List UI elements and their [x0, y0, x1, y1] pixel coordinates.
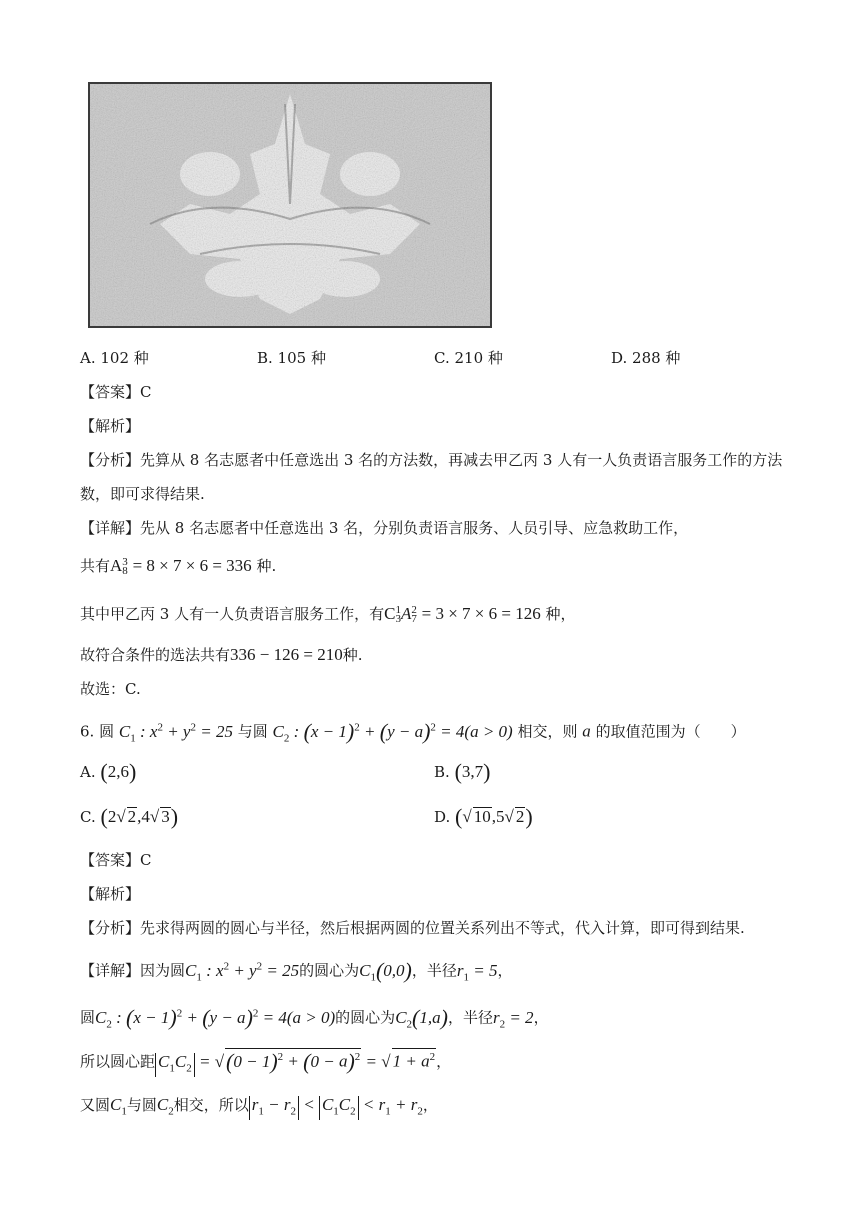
- q6-dist-prefix: 所以圆心距: [80, 1052, 156, 1071]
- q6-c2-eq: $C_2$ : $(x - 1)^2 + (y - a)^2 = 4(a > 0)$: [95, 1004, 336, 1031]
- q6-distance-formula: $C_1C_2 = √(0 - 1)^2 + (0 - a)^2$ = √ $1 + a^2$: [155, 1052, 436, 1071]
- q6-c2-line: 圆$C_2$ : $(x - 1)^2 + (y - a)^2 = 4(a > 0)$的圆心为$C_2(1,a)$，半径$r_2 = 2$，: [80, 1004, 549, 1031]
- combination-symbol: C 1 3 A 2 7: [384, 604, 417, 626]
- q6-r2: $r_2 = 2$: [492, 1007, 534, 1031]
- q6-option-a-label: A.: [80, 763, 96, 781]
- q6-final-mid: 与圆: [126, 1096, 157, 1114]
- q6-xiangjie-line: 【详解】因为圆$C_1$ : $x^2 + y^2 = 25$的圆心为$C_1(0,0)$，半径$r_1 = 5$，: [80, 957, 513, 984]
- q5-xiangjie: 【详解】先从 8 名志愿者中任意选出 3 名，分别负责语言服务、人员引导、应急救助工作，: [80, 519, 689, 537]
- q6-c2-mid: 的圆心为: [335, 1008, 396, 1027]
- question-figure-photo: [88, 82, 492, 328]
- q5-result-line: [80, 645, 362, 665]
- q5-option-b: B. 105 种: [257, 349, 326, 367]
- q6-option-b: B. (3,7): [434, 759, 491, 784]
- q6-xj-mid: 的圆心为: [299, 961, 360, 980]
- q6-final-line: [80, 1095, 438, 1121]
- arrangement-symbol: A 3 8: [110, 556, 128, 578]
- q6-option-d-label: D.: [434, 808, 451, 826]
- q6-xj-prefix: 【详解】因为圆: [80, 961, 186, 980]
- q5-analysis-heading: 【解析】: [80, 417, 141, 435]
- q6-final-suffix: ，: [422, 1096, 438, 1114]
- q5-total-line: [80, 556, 276, 576]
- q6-var-a: a: [582, 721, 591, 741]
- q5-answer: 【答案】C: [80, 383, 152, 401]
- q5-total-suffix: 种.: [256, 557, 277, 575]
- q5-sub-line: [80, 604, 576, 624]
- q6-circle2-eq: $C_2$ : $(x - 1)^2 + (y - a)^2 = 4(a > 0)$: [272, 718, 513, 745]
- q5-sub-suffix: 种，: [545, 605, 576, 623]
- q6-stem-text3: 相交，则: [517, 722, 578, 741]
- q6-inequality: $r_1 - r_2 < C_1C_2 < r_1 + r_2$: [249, 1095, 423, 1114]
- q6-circle1-eq: $C_1$ : $x^2 + y^2 = 25$: [118, 721, 233, 745]
- q6-final-c1: $C_1$: [110, 1095, 127, 1118]
- q6-stem-text1: 圆: [99, 722, 115, 741]
- q5-result-suffix: 种.: [342, 646, 363, 664]
- q6-option-c: [80, 804, 179, 829]
- q5-result-formula: 336 − 126 = 210: [230, 645, 343, 664]
- q6-option-a: A. (2,6): [80, 759, 137, 784]
- q5-result-prefix: 故符合条件的选法共有: [80, 646, 231, 664]
- q6-stem: [80, 717, 746, 748]
- q6-option-d: [434, 804, 533, 829]
- q6-c1-eq: $C_1$ : $x^2 + y^2 = 25$: [185, 960, 300, 984]
- q6-c2-prefix: 圆: [80, 1008, 96, 1027]
- q6-number: 6.: [80, 722, 95, 741]
- q5-fenxi-line2: 数，即可求得结果.: [80, 485, 205, 503]
- q5-option-c: C. 210 种: [434, 349, 503, 367]
- q5-option-a: A. 102 种: [80, 349, 149, 367]
- q6-option-c-label: C.: [80, 808, 96, 826]
- q6-dist-suffix: ，: [436, 1052, 452, 1071]
- q5-choice: 故选：C.: [80, 680, 141, 698]
- q6-fenxi: 【分析】先求得两圆的圆心与半径，然后根据两圆的位置关系列出不等式，代入计算，即可得到结果.: [80, 919, 745, 937]
- q5-total-prefix: 共有: [80, 557, 111, 575]
- q6-option-c-value: (2√ 2,4√ 3): [100, 804, 179, 829]
- q6-option-b-value: 3,7: [461, 762, 484, 781]
- scene-illustration: [90, 84, 490, 326]
- q5-fenxi-line1: 【分析】先算从 8 名志愿者中任意选出 3 名的方法数，再减去甲乙丙 3 人有一人负责语言服务工作的方法: [80, 451, 783, 469]
- q6-c2-center: $C_2(1,a)$: [395, 1004, 448, 1031]
- q6-distance-line: [80, 1048, 451, 1077]
- q6-c2-radius: ，半径: [447, 1008, 493, 1027]
- q6-final-prefix: 又圆: [80, 1096, 111, 1114]
- q6-c1-center: $C_1(0,0)$: [359, 957, 412, 984]
- q6-option-b-label: B.: [434, 763, 450, 781]
- q6-xj-radius: ，半径: [411, 961, 457, 980]
- q6-stem-text2: 与圆: [237, 722, 268, 741]
- q5-sub-prefix: 其中甲乙丙 3 人有一人负责语言服务工作，有: [80, 605, 385, 623]
- q5-option-d: D. 288 种: [611, 349, 681, 367]
- q6-answer: 【答案】C: [80, 851, 152, 869]
- q6-stem-text4: 的取值范围为（ ）: [595, 722, 746, 741]
- q6-r1: $r_1 = 5$: [456, 960, 498, 984]
- q6-option-a-value: 2,6: [107, 762, 129, 781]
- q6-final-c2: $C_2$: [156, 1095, 174, 1118]
- q5-total-formula: = 8 × 7 × 6 = 336: [132, 556, 252, 575]
- q6-final-mid2: 相交，所以: [173, 1096, 249, 1114]
- q6-analysis-heading: 【解析】: [80, 885, 141, 903]
- q6-option-d-value: (√ 10,5√ 2): [455, 804, 533, 829]
- q5-sub-formula: = 3 × 7 × 6 = 126: [421, 604, 541, 623]
